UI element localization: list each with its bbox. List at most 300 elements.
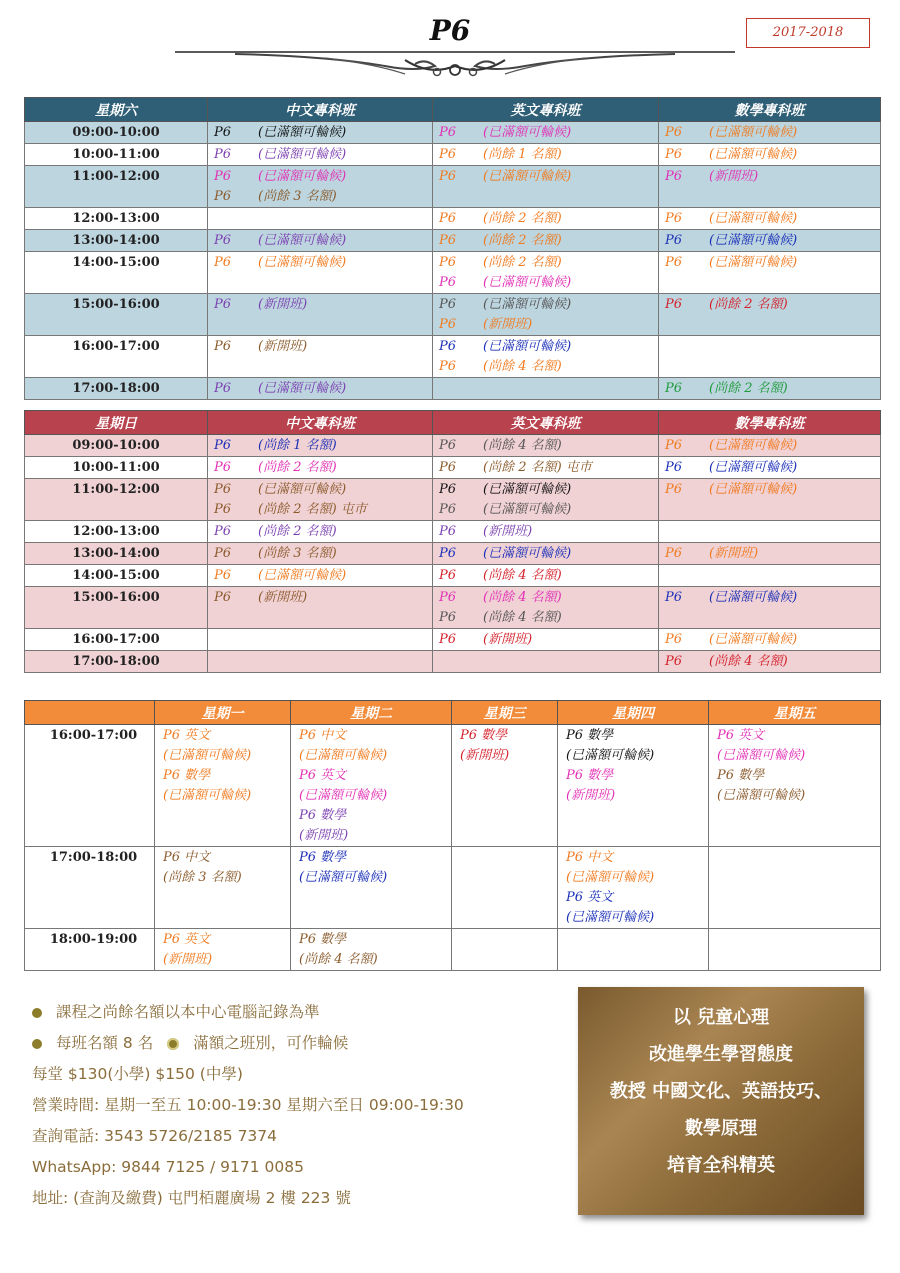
time-slot: 10:00-11:00 [25, 144, 208, 166]
class-level: P6 [214, 147, 232, 162]
class-entry: P6 中文 [566, 850, 614, 865]
bullet-icon [32, 1008, 42, 1018]
class-status: (已滿額可輪候) [709, 255, 798, 270]
class-entry: P6 數學 [299, 932, 347, 947]
class-status: (已滿額可輪候) [483, 339, 572, 354]
class-level: P6 [665, 482, 683, 497]
class-entry: P6 英文 [717, 728, 765, 743]
time-slot: 11:00-12:00 [25, 479, 208, 521]
class-status: (已滿額可輪候) [258, 147, 347, 162]
class-cell [558, 847, 709, 929]
class-cell [208, 435, 433, 457]
class-entry [439, 315, 658, 335]
class-status: (已滿額可輪候) [258, 482, 347, 497]
class-entry [214, 566, 432, 586]
class-cell [659, 543, 881, 565]
class-entry [439, 522, 658, 542]
time-slot: 16:00-17:00 [25, 336, 208, 378]
class-entry: P6 英文 [299, 768, 347, 783]
class-cell [433, 144, 659, 166]
day-header: 星期六 [25, 98, 208, 122]
class-status: (已滿額可輪候) [709, 460, 798, 475]
table-row [25, 479, 881, 521]
class-level: P6 [439, 610, 457, 625]
class-level: P6 [439, 317, 457, 332]
class-status: (新開班) [709, 169, 759, 184]
table-row [25, 847, 881, 929]
class-level: P6 [665, 590, 683, 605]
class-status: (已滿額可輪候) [483, 297, 572, 312]
class-cell [709, 847, 881, 929]
class-level: P6 [665, 147, 683, 162]
class-level: P6 [214, 546, 232, 561]
class-entry [439, 480, 658, 500]
class-cell [433, 294, 659, 336]
table-row [25, 294, 881, 336]
class-cell [659, 122, 881, 144]
class-entry: (已滿額可輪候) [299, 748, 388, 763]
class-entry: P6 數學 [163, 768, 211, 783]
class-cell [208, 629, 433, 651]
time-slot: 16:00-17:00 [25, 629, 208, 651]
table-row [25, 629, 881, 651]
class-cell [433, 457, 659, 479]
class-cell [208, 144, 433, 166]
class-entry [665, 209, 880, 229]
class-cell [208, 543, 433, 565]
class-status: (尚餘 4 名額) [483, 568, 562, 583]
class-entry [439, 566, 658, 586]
class-entry [214, 253, 432, 273]
class-cell [433, 543, 659, 565]
saturday-schedule-table [24, 97, 881, 400]
class-level: P6 [665, 233, 683, 248]
class-status: (新開班) [258, 339, 308, 354]
class-cell [433, 230, 659, 252]
class-status: (尚餘 2 名額) [258, 524, 337, 539]
table-row [25, 435, 881, 457]
class-entry: (已滿額可輪候) [566, 748, 655, 763]
table-row [25, 521, 881, 543]
class-level: P6 [665, 460, 683, 475]
class-entry [439, 231, 658, 251]
time-slot: 17:00-18:00 [25, 378, 208, 400]
class-entry [439, 337, 658, 357]
class-entry [214, 500, 432, 520]
class-cell [208, 479, 433, 521]
class-cell [659, 457, 881, 479]
class-level: P6 [214, 590, 232, 605]
table-row [25, 208, 881, 230]
day-header: 星期二 [291, 701, 452, 725]
class-level: P6 [439, 590, 457, 605]
class-status: (尚餘 4 名額) [709, 654, 788, 669]
class-cell [659, 521, 881, 543]
table-row [25, 230, 881, 252]
class-level: P6 [214, 297, 232, 312]
class-entry [665, 145, 880, 165]
class-status: (已滿額可輪候) [258, 125, 347, 140]
class-entry: (尚餘 4 名額) [299, 952, 378, 967]
class-entry: (已滿額可輪候) [717, 788, 806, 803]
class-entry [214, 295, 432, 315]
class-level: P6 [439, 438, 457, 453]
weekday-schedule-table [24, 700, 881, 971]
class-level: P6 [439, 359, 457, 374]
class-entry: (已滿額可輪候) [163, 748, 252, 763]
class-level: P6 [665, 654, 683, 669]
class-cell [452, 929, 558, 971]
class-entry: (已滿額可輪候) [299, 788, 388, 803]
class-status: (尚餘 2 名額) [483, 211, 562, 226]
class-level: P6 [214, 438, 232, 453]
time-slot: 10:00-11:00 [25, 457, 208, 479]
class-entry [214, 544, 432, 564]
class-cell [659, 336, 881, 378]
class-cell [433, 336, 659, 378]
class-cell [208, 565, 433, 587]
class-entry [665, 436, 880, 456]
class-cell [208, 651, 433, 673]
class-level: P6 [665, 211, 683, 226]
time-slot: 18:00-19:00 [25, 929, 155, 971]
class-status: (新開班) [483, 317, 533, 332]
class-entry: (已滿額可輪候) [566, 910, 655, 925]
page-title: P6 [429, 14, 471, 47]
time-slot: 09:00-10:00 [25, 435, 208, 457]
motto-line: 改進學生學習態度 [649, 1044, 793, 1065]
class-entry [665, 379, 880, 399]
fee-info: 每堂 $130(小學) $150 (中學) [32, 1065, 243, 1083]
class-entry: P6 中文 [299, 728, 347, 743]
class-cell [433, 565, 659, 587]
class-entry [439, 608, 658, 628]
class-cell [208, 252, 433, 294]
class-entry [214, 145, 432, 165]
class-status: (尚餘 1 名額) [258, 438, 337, 453]
table-row [25, 378, 881, 400]
class-level: P6 [439, 460, 457, 475]
class-status: (尚餘 2 名額) [483, 233, 562, 248]
subject-header: 中文專科班 [208, 411, 433, 435]
class-level: P6 [665, 381, 683, 396]
class-entry [214, 123, 432, 143]
class-cell [433, 378, 659, 400]
time-slot: 15:00-16:00 [25, 294, 208, 336]
class-entry: P6 英文 [163, 728, 211, 743]
class-entry [214, 187, 432, 207]
class-entry [214, 458, 432, 478]
class-cell [558, 725, 709, 847]
time-slot: 17:00-18:00 [25, 651, 208, 673]
class-level: P6 [439, 568, 457, 583]
note-capacity-record: 課程之尚餘名額以本中心電腦記錄為準 [32, 997, 552, 1028]
table-row [25, 651, 881, 673]
class-entry [439, 500, 658, 520]
class-status: (已滿額可輪候) [483, 169, 572, 184]
class-cell [659, 294, 881, 336]
class-cell [291, 847, 452, 929]
class-entry [439, 630, 658, 650]
class-level: P6 [214, 169, 232, 184]
class-entry: P6 數學 [299, 850, 347, 865]
class-cell [659, 230, 881, 252]
class-status: (尚餘 2 名額) [258, 460, 337, 475]
day-header: 星期四 [558, 701, 709, 725]
class-cell [709, 725, 881, 847]
class-status: (已滿額可輪候) [258, 568, 347, 583]
class-entry: (新開班) [163, 952, 213, 967]
class-cell [659, 435, 881, 457]
address-info: 地址: (查詢及繳費) 屯門栢麗廣場 2 樓 223 號 [32, 1189, 351, 1207]
class-status: (尚餘 4 名額) [483, 359, 562, 374]
bullet-icon [167, 1038, 179, 1050]
class-cell [155, 929, 291, 971]
class-entry [439, 295, 658, 315]
class-level: P6 [439, 275, 457, 290]
class-cell [659, 565, 881, 587]
notes-section [32, 997, 552, 1214]
table-row [25, 252, 881, 294]
class-status: (新開班) [709, 546, 759, 561]
class-entry [439, 436, 658, 456]
time-slot: 09:00-10:00 [25, 122, 208, 144]
class-entry [214, 167, 432, 187]
class-entry [439, 123, 658, 143]
class-status: (尚餘 2 名額) [709, 381, 788, 396]
table-row [25, 725, 881, 847]
time-slot: 16:00-17:00 [25, 725, 155, 847]
class-status: (已滿額可輪候) [483, 546, 572, 561]
class-status: (已滿額可輪候) [709, 211, 798, 226]
time-slot: 11:00-12:00 [25, 166, 208, 208]
class-entry: P6 英文 [163, 932, 211, 947]
class-entry [439, 167, 658, 187]
subject-header: 數學專科班 [659, 411, 881, 435]
class-level: P6 [439, 502, 457, 517]
class-level: P6 [439, 211, 457, 226]
class-level: P6 [439, 147, 457, 162]
class-cell [155, 847, 291, 929]
class-cell [433, 435, 659, 457]
class-cell [291, 929, 452, 971]
class-level: P6 [214, 125, 232, 140]
class-level: P6 [214, 255, 232, 270]
class-entry: (已滿額可輪候) [566, 870, 655, 885]
class-cell [659, 208, 881, 230]
class-status: (已滿額可輪候) [258, 169, 347, 184]
table-row [25, 144, 881, 166]
class-entry: P6 數學 [460, 728, 508, 743]
table-row [25, 929, 881, 971]
class-cell [291, 725, 452, 847]
class-cell [155, 725, 291, 847]
class-cell [452, 725, 558, 847]
class-entry [214, 231, 432, 251]
time-slot: 12:00-13:00 [25, 521, 208, 543]
day-header: 星期三 [452, 701, 558, 725]
class-entry [665, 480, 880, 500]
class-level: P6 [439, 339, 457, 354]
table-row [25, 587, 881, 629]
class-entry [214, 588, 432, 608]
class-entry [439, 458, 658, 478]
class-level: P6 [665, 125, 683, 140]
class-level: P6 [665, 546, 683, 561]
class-cell [433, 651, 659, 673]
class-status: (已滿額可輪候) [483, 482, 572, 497]
class-status: (已滿額可輪候) [258, 381, 347, 396]
class-status: (新開班) [483, 524, 533, 539]
table-row [25, 565, 881, 587]
class-entry [214, 480, 432, 500]
class-status: (已滿額可輪候) [709, 233, 798, 248]
table-row [25, 543, 881, 565]
class-status: (尚餘 3 名額) [258, 189, 337, 204]
class-level: P6 [214, 482, 232, 497]
class-status: (尚餘 4 名額) [483, 438, 562, 453]
class-cell [433, 122, 659, 144]
class-cell [433, 208, 659, 230]
time-slot: 13:00-14:00 [25, 230, 208, 252]
class-level: P6 [214, 189, 232, 204]
class-entry: P6 數學 [717, 768, 765, 783]
class-level: P6 [214, 568, 232, 583]
time-slot: 17:00-18:00 [25, 847, 155, 929]
class-cell [659, 144, 881, 166]
class-status: (尚餘 3 名額) [258, 546, 337, 561]
class-entry: P6 數學 [566, 728, 614, 743]
class-entry [665, 588, 880, 608]
subject-header: 英文專科班 [433, 98, 659, 122]
class-cell [208, 521, 433, 543]
class-entry: (已滿額可輪候) [717, 748, 806, 763]
motto-line: 教授 中國文化、英語技巧、 [609, 1081, 833, 1102]
ornament-divider [175, 44, 735, 84]
class-cell [433, 629, 659, 651]
class-entry [214, 436, 432, 456]
class-cell [208, 208, 433, 230]
class-status: (尚餘 2 名額) 屯市 [483, 460, 592, 475]
class-entry [665, 458, 880, 478]
class-status: (已滿額可輪候) [483, 502, 572, 517]
class-entry [439, 145, 658, 165]
class-status: (已滿額可輪候) [483, 125, 572, 140]
subject-header: 英文專科班 [433, 411, 659, 435]
class-entry [665, 253, 880, 273]
class-entry: (新開班) [460, 748, 510, 763]
note-class-size: 每班名額 8 名 滿額之班別，可作輪候 [32, 1028, 552, 1059]
class-entry [439, 357, 658, 377]
class-cell [208, 294, 433, 336]
class-entry [214, 379, 432, 399]
corner-header [25, 701, 155, 725]
class-cell [208, 378, 433, 400]
class-entry [665, 652, 880, 672]
business-hours: 營業時間: 星期一至五 10:00-19:30 星期六至日 09:00-19:30 [32, 1096, 464, 1114]
class-level: P6 [665, 438, 683, 453]
class-entry [665, 630, 880, 650]
time-slot: 14:00-15:00 [25, 565, 208, 587]
class-status: (已滿額可輪候) [709, 632, 798, 647]
class-cell [208, 457, 433, 479]
time-slot: 14:00-15:00 [25, 252, 208, 294]
class-cell [659, 629, 881, 651]
motto-line: 培育全科精英 [667, 1155, 775, 1176]
class-entry [439, 544, 658, 564]
class-entry: (已滿額可輪候) [163, 788, 252, 803]
whatsapp-info: WhatsApp: 9844 7125 / 9171 0085 [32, 1158, 304, 1176]
class-cell [208, 587, 433, 629]
class-entry: (新開班) [299, 828, 349, 843]
class-level: P6 [214, 381, 232, 396]
class-level: P6 [214, 460, 232, 475]
class-level: P6 [665, 297, 683, 312]
class-cell [208, 122, 433, 144]
class-entry: P6 數學 [299, 808, 347, 823]
year-badge: 2017-2018 [746, 18, 870, 48]
class-entry [665, 544, 880, 564]
class-status: (新開班) [258, 590, 308, 605]
class-cell [659, 252, 881, 294]
bullet-icon [32, 1039, 42, 1049]
class-entry: P6 數學 [566, 768, 614, 783]
class-cell [709, 929, 881, 971]
class-cell [659, 479, 881, 521]
class-entry: (已滿額可輪候) [299, 870, 388, 885]
class-level: P6 [214, 233, 232, 248]
class-status: (尚餘 4 名額) [483, 610, 562, 625]
class-cell [659, 587, 881, 629]
class-level: P6 [439, 233, 457, 248]
class-cell [452, 847, 558, 929]
class-status: (尚餘 2 名額) 屯市 [258, 502, 367, 517]
motto-line: 數學原理 [685, 1118, 757, 1139]
class-entry [439, 273, 658, 293]
table-row [25, 457, 881, 479]
class-entry [439, 209, 658, 229]
class-cell [558, 929, 709, 971]
class-cell [433, 521, 659, 543]
class-status: (已滿額可輪候) [258, 233, 347, 248]
class-cell [208, 336, 433, 378]
class-cell [659, 378, 881, 400]
class-status: (新開班) [483, 632, 533, 647]
class-entry [214, 522, 432, 542]
table-row [25, 122, 881, 144]
class-level: P6 [439, 125, 457, 140]
class-level: P6 [665, 169, 683, 184]
class-entry: P6 英文 [566, 890, 614, 905]
class-status: (已滿額可輪候) [709, 590, 798, 605]
class-cell [208, 230, 433, 252]
class-entry: (尚餘 3 名額) [163, 870, 242, 885]
class-entry [665, 123, 880, 143]
time-slot: 13:00-14:00 [25, 543, 208, 565]
class-status: (尚餘 1 名額) [483, 147, 562, 162]
class-cell [659, 166, 881, 208]
table-row [25, 336, 881, 378]
class-cell [433, 252, 659, 294]
class-entry: P6 中文 [163, 850, 211, 865]
class-status: (新開班) [258, 297, 308, 312]
day-header: 星期一 [155, 701, 291, 725]
class-entry [665, 295, 880, 315]
class-level: P6 [439, 297, 457, 312]
day-header: 星期五 [709, 701, 881, 725]
class-cell [433, 587, 659, 629]
class-status: (已滿額可輪候) [709, 125, 798, 140]
